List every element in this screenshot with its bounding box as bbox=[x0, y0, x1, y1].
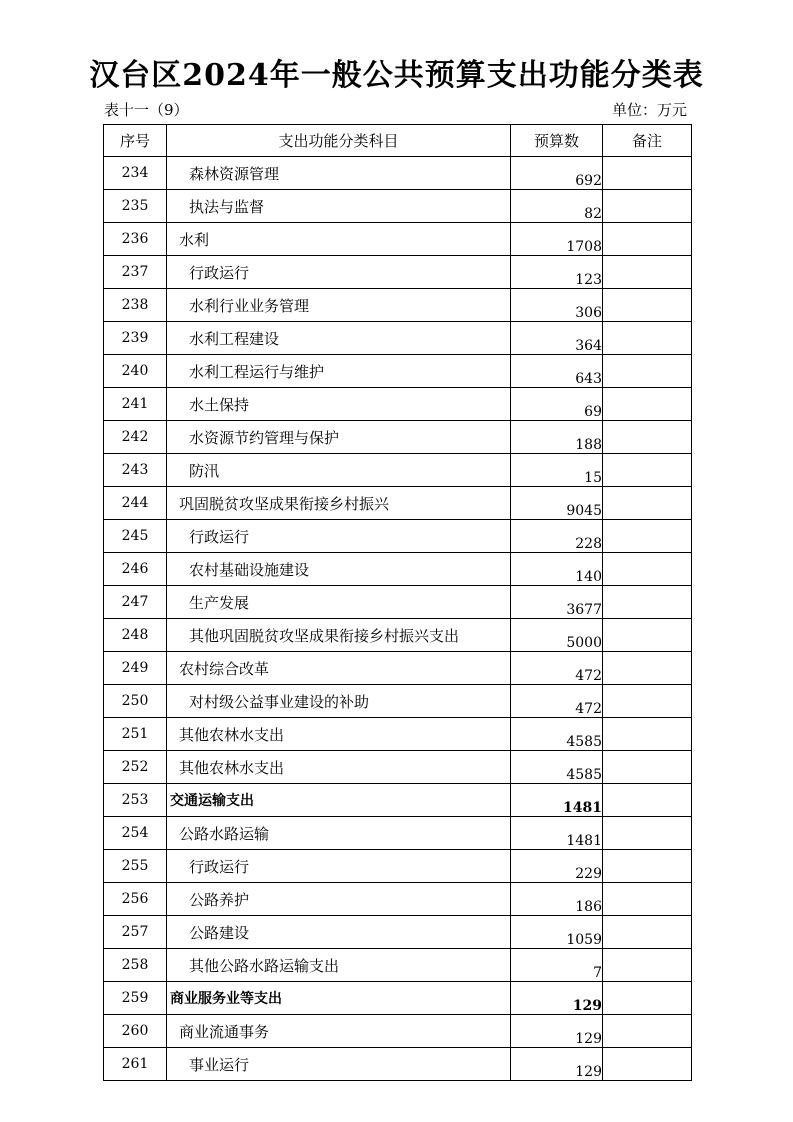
table-row bbox=[104, 784, 692, 817]
table-body bbox=[104, 157, 692, 1081]
row-item-name: 商业流通事务 bbox=[167, 1015, 511, 1048]
row-item-name: 水资源节约管理与保护 bbox=[167, 421, 511, 454]
row-item-name: 防汛 bbox=[167, 454, 511, 487]
table-row bbox=[104, 355, 692, 388]
row-seq: 237 bbox=[104, 256, 167, 289]
table-row bbox=[104, 883, 692, 916]
row-seq: 234 bbox=[104, 157, 167, 190]
row-amount: 692 bbox=[511, 157, 603, 190]
row-item-name: 其他农林水支出 bbox=[167, 718, 511, 751]
table-row bbox=[104, 685, 692, 718]
row-note bbox=[603, 751, 692, 784]
table-row bbox=[104, 157, 692, 190]
table-row bbox=[104, 850, 692, 883]
row-amount: 472 bbox=[511, 652, 603, 685]
row-note bbox=[603, 421, 692, 454]
row-note bbox=[603, 322, 692, 355]
table-row bbox=[104, 652, 692, 685]
row-seq: 246 bbox=[104, 553, 167, 586]
row-seq: 257 bbox=[104, 916, 167, 949]
row-amount: 1708 bbox=[511, 223, 603, 256]
row-amount: 7 bbox=[511, 949, 603, 982]
row-item-name: 执法与监督 bbox=[167, 190, 511, 223]
row-note bbox=[603, 949, 692, 982]
row-item-name: 水利 bbox=[167, 223, 511, 256]
row-item-name: 其他巩固脱贫攻坚成果衔接乡村振兴支出 bbox=[167, 619, 511, 652]
table-row bbox=[104, 751, 692, 784]
table-row bbox=[104, 520, 692, 553]
row-item-name: 水利行业业务管理 bbox=[167, 289, 511, 322]
header-seq: 序号 bbox=[104, 125, 167, 157]
row-seq: 238 bbox=[104, 289, 167, 322]
row-seq: 240 bbox=[104, 355, 167, 388]
table-row bbox=[104, 223, 692, 256]
row-note bbox=[603, 454, 692, 487]
table-row bbox=[104, 487, 692, 520]
row-amount: 129 bbox=[511, 1015, 603, 1048]
row-seq: 259 bbox=[104, 982, 167, 1015]
row-amount: 643 bbox=[511, 355, 603, 388]
table-row bbox=[104, 1048, 692, 1081]
row-note bbox=[603, 718, 692, 751]
table-row bbox=[104, 553, 692, 586]
row-amount: 82 bbox=[511, 190, 603, 223]
row-item-name: 商业服务业等支出 bbox=[167, 982, 511, 1015]
table-row bbox=[104, 1015, 692, 1048]
row-amount: 69 bbox=[511, 388, 603, 421]
row-amount: 5000 bbox=[511, 619, 603, 652]
row-seq: 252 bbox=[104, 751, 167, 784]
row-item-name: 事业运行 bbox=[167, 1048, 511, 1081]
table-row bbox=[104, 949, 692, 982]
row-note bbox=[603, 619, 692, 652]
row-item-name: 公路养护 bbox=[167, 883, 511, 916]
row-seq: 242 bbox=[104, 421, 167, 454]
row-item-name: 农村综合改革 bbox=[167, 652, 511, 685]
row-amount: 15 bbox=[511, 454, 603, 487]
row-seq: 255 bbox=[104, 850, 167, 883]
row-amount: 1481 bbox=[511, 784, 603, 817]
row-note bbox=[603, 916, 692, 949]
row-note bbox=[603, 388, 692, 421]
table-row bbox=[104, 289, 692, 322]
row-item-name: 公路建设 bbox=[167, 916, 511, 949]
row-item-name: 水土保持 bbox=[167, 388, 511, 421]
table-row bbox=[104, 982, 692, 1015]
row-note bbox=[603, 289, 692, 322]
table-row bbox=[104, 619, 692, 652]
header-amount: 预算数 bbox=[511, 125, 603, 157]
row-amount: 129 bbox=[511, 1048, 603, 1081]
row-note bbox=[603, 982, 692, 1015]
row-item-name: 农村基础设施建设 bbox=[167, 553, 511, 586]
row-seq: 245 bbox=[104, 520, 167, 553]
row-amount: 9045 bbox=[511, 487, 603, 520]
row-seq: 241 bbox=[104, 388, 167, 421]
table-header-row bbox=[104, 125, 692, 157]
table-row bbox=[104, 916, 692, 949]
row-item-name: 行政运行 bbox=[167, 256, 511, 289]
row-amount: 3677 bbox=[511, 586, 603, 619]
row-amount: 129 bbox=[511, 982, 603, 1015]
row-note bbox=[603, 817, 692, 850]
row-seq: 247 bbox=[104, 586, 167, 619]
row-seq: 244 bbox=[104, 487, 167, 520]
row-amount: 1059 bbox=[511, 916, 603, 949]
row-note bbox=[603, 586, 692, 619]
row-note bbox=[603, 784, 692, 817]
row-item-name: 对村级公益事业建设的补助 bbox=[167, 685, 511, 718]
row-seq: 261 bbox=[104, 1048, 167, 1081]
row-note bbox=[603, 685, 692, 718]
row-item-name: 水利工程运行与维护 bbox=[167, 355, 511, 388]
row-note bbox=[603, 355, 692, 388]
header-note: 备注 bbox=[603, 125, 692, 157]
row-seq: 249 bbox=[104, 652, 167, 685]
row-amount: 186 bbox=[511, 883, 603, 916]
row-seq: 250 bbox=[104, 685, 167, 718]
row-item-name: 水利工程建设 bbox=[167, 322, 511, 355]
row-note bbox=[603, 520, 692, 553]
row-note bbox=[603, 256, 692, 289]
table-row bbox=[104, 817, 692, 850]
row-seq: 254 bbox=[104, 817, 167, 850]
row-note bbox=[603, 223, 692, 256]
row-seq: 256 bbox=[104, 883, 167, 916]
row-note bbox=[603, 157, 692, 190]
row-item-name: 其他公路水路运输支出 bbox=[167, 949, 511, 982]
table-code: 表十一（9） bbox=[104, 101, 189, 119]
row-item-name: 行政运行 bbox=[167, 520, 511, 553]
row-note bbox=[603, 850, 692, 883]
table-row bbox=[104, 454, 692, 487]
row-seq: 251 bbox=[104, 718, 167, 751]
row-note bbox=[603, 1015, 692, 1048]
table-row bbox=[104, 322, 692, 355]
table-row bbox=[104, 190, 692, 223]
row-note bbox=[603, 1048, 692, 1081]
table-row bbox=[104, 586, 692, 619]
table-row bbox=[104, 388, 692, 421]
row-seq: 258 bbox=[104, 949, 167, 982]
row-item-name: 其他农林水支出 bbox=[167, 751, 511, 784]
row-amount: 188 bbox=[511, 421, 603, 454]
row-amount: 140 bbox=[511, 553, 603, 586]
row-seq: 253 bbox=[104, 784, 167, 817]
row-note bbox=[603, 487, 692, 520]
row-item-name: 公路水路运输 bbox=[167, 817, 511, 850]
row-seq: 243 bbox=[104, 454, 167, 487]
row-item-name: 交通运输支出 bbox=[167, 784, 511, 817]
row-seq: 239 bbox=[104, 322, 167, 355]
row-item-name: 巩固脱贫攻坚成果衔接乡村振兴 bbox=[167, 487, 511, 520]
row-amount: 4585 bbox=[511, 718, 603, 751]
table-row bbox=[104, 256, 692, 289]
row-amount: 364 bbox=[511, 322, 603, 355]
page-title: 汉台区2024年一般公共预算支出功能分类表 bbox=[89, 58, 704, 93]
table-row bbox=[104, 421, 692, 454]
row-amount: 228 bbox=[511, 520, 603, 553]
row-item-name: 森林资源管理 bbox=[167, 157, 511, 190]
row-note bbox=[603, 883, 692, 916]
row-note bbox=[603, 652, 692, 685]
row-amount: 1481 bbox=[511, 817, 603, 850]
row-note bbox=[603, 190, 692, 223]
row-amount: 4585 bbox=[511, 751, 603, 784]
row-item-name: 生产发展 bbox=[167, 586, 511, 619]
row-amount: 123 bbox=[511, 256, 603, 289]
row-seq: 248 bbox=[104, 619, 167, 652]
row-amount: 306 bbox=[511, 289, 603, 322]
row-seq: 260 bbox=[104, 1015, 167, 1048]
row-amount: 229 bbox=[511, 850, 603, 883]
table-row bbox=[104, 718, 692, 751]
header-item: 支出功能分类科目 bbox=[167, 125, 511, 157]
row-seq: 236 bbox=[104, 223, 167, 256]
row-note bbox=[603, 553, 692, 586]
budget-table bbox=[103, 124, 692, 1081]
row-item-name: 行政运行 bbox=[167, 850, 511, 883]
row-amount: 472 bbox=[511, 685, 603, 718]
unit-label: 单位：万元 bbox=[611, 101, 687, 119]
row-seq: 235 bbox=[104, 190, 167, 223]
